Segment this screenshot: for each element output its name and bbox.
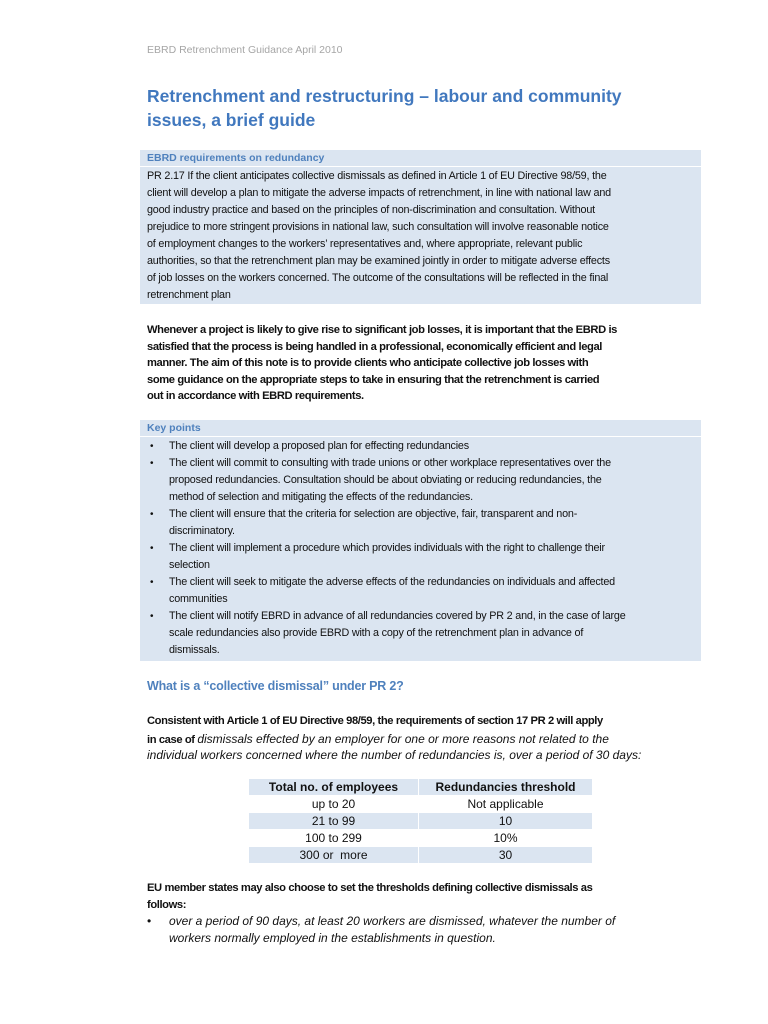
list-item-line: workers normally employed in the establishments in question. (169, 931, 496, 945)
key-point-line: method of selection and mitigating the effects of the redundancies. (169, 491, 473, 503)
eu-thresholds-paragraph (147, 880, 592, 914)
key-point-line: The client will develop a proposed plan for effecting redundancies (169, 440, 469, 452)
table-cell: 100 to 299 (249, 830, 419, 847)
key-point-line: discriminatory. (169, 525, 235, 537)
key-point-line: communities (169, 593, 228, 605)
requirements-box-body (140, 167, 701, 304)
table-cell: 300 or more (249, 847, 419, 864)
table-row (249, 847, 593, 864)
key-point-item (147, 455, 701, 506)
table-header-cell: Total no. of employees (249, 779, 419, 796)
key-point-item (147, 540, 701, 574)
eu-bullet-list (147, 913, 707, 947)
thresholds-table (248, 778, 593, 864)
table-cell: up to 20 (249, 796, 419, 813)
title-line: issues, a brief guide (147, 110, 316, 130)
key-point-line: The client will seek to mitigate the adverse effects of the redundancies on individuals and affected (169, 576, 615, 588)
title-line: Retrenchment and restructuring – labour and community (147, 86, 622, 106)
paragraph-line (147, 730, 641, 747)
key-points-list (140, 437, 701, 659)
running-header: EBRD Retrenchment Guidance April 2010 (147, 44, 343, 56)
list-item (147, 913, 707, 947)
paragraph-italic-line: individual workers concerned where the number of redundancies is, over a period of 30 days: (147, 748, 642, 762)
section-heading: What is a “collective dismissal” under PR 2? (147, 679, 404, 693)
key-point-line: The client will ensure that the criteria for selection are objective, fair, transparent and non- (169, 508, 578, 520)
key-point-line: The client will notify EBRD in advance of all redundancies covered by PR 2 and, in the case of large (169, 610, 626, 622)
bullet-icon: • (150, 611, 154, 622)
list-item-line: over a period of 90 days, at least 20 workers are dismissed, whatever the number of (169, 914, 616, 928)
requirements-box (140, 150, 701, 304)
table-cell: 21 to 99 (249, 813, 419, 830)
requirements-text-line: of job losses on the workers concerned. The outcome of the consultations will be reflected in the final (147, 272, 609, 284)
requirements-text-line: client will develop a plan to mitigate the adverse impacts of retrenchment, in line with national law and (147, 187, 611, 199)
key-point-line: proposed redundancies. Consultation should be about obviating or reducing redundancies, the (169, 474, 602, 486)
requirements-box-heading: EBRD requirements on redundancy (140, 150, 701, 167)
key-point-line: The client will implement a procedure which provides individuals with the right to challenge their (169, 542, 605, 554)
intro-line: out in accordance with EBRD requirements. (147, 390, 364, 402)
key-point-item (147, 438, 701, 455)
key-points-heading: Key points (140, 420, 701, 437)
bullet-icon: • (150, 543, 154, 554)
bullet-icon: • (150, 577, 154, 588)
requirements-text-line: retrenchment plan (147, 289, 231, 301)
collective-dismissal-paragraph (147, 713, 641, 764)
table-header-cell: Redundancies threshold (419, 779, 593, 796)
requirements-text-line: of employment changes to the workers’ representatives and, where appropriate, relevant public (147, 238, 583, 250)
table-cell: Not applicable (419, 796, 593, 813)
intro-line: Whenever a project is likely to give rise to significant job losses, it is important that the EBRD is (147, 324, 617, 336)
key-point-line: dismissals. (169, 644, 220, 656)
table-row (249, 796, 593, 813)
table-row (249, 813, 593, 830)
key-point-item (147, 574, 701, 608)
table-cell: 10 (419, 813, 593, 830)
key-point-item (147, 608, 701, 659)
table-cell: 30 (419, 847, 593, 864)
paragraph-line: follows: (147, 899, 187, 911)
table-cell: 10% (419, 830, 593, 847)
paragraph-plain-text: in case of (147, 734, 198, 746)
requirements-text-line: prejudice to more stringent provisions in national law, such consultation will involve reasonable notice (147, 221, 609, 233)
requirements-text-line: authorities, so that the retrenchment plan may be examined jointly in order to mitigate adverse effects (147, 255, 610, 267)
bullet-icon: • (147, 914, 152, 928)
table-row (249, 830, 593, 847)
bullet-icon: • (150, 441, 154, 452)
table-header-row (249, 779, 593, 796)
key-point-item (147, 506, 701, 540)
paragraph-italic-text: dismissals effected by an employer for one or more reasons not related to the (197, 732, 609, 746)
paragraph-line: EU member states may also choose to set the thresholds defining collective dismissals as (147, 882, 593, 894)
document-title (147, 84, 622, 132)
key-points-box (140, 420, 701, 661)
key-point-line: scale redundancies also provide EBRD with a copy of the retrenchment plan in advance of (169, 627, 584, 639)
intro-paragraph (147, 322, 617, 405)
intro-line: manner. The aim of this note is to provide clients who anticipate collective job losses with (147, 357, 589, 369)
intro-line: satisfied that the process is being handled in a professional, economically efficient and legal (147, 340, 602, 353)
bullet-icon: • (150, 458, 154, 469)
intro-line: some guidance on the appropriate steps to take in ensuring that the retrenchment is carried (147, 373, 600, 386)
paragraph-line: Consistent with Article 1 of EU Directive 98/59, the requirements of section 17 PR 2 will apply (147, 715, 603, 727)
key-point-line: The client will commit to consulting with trade unions or other workplace representatives over the (169, 457, 611, 469)
requirements-text-line: good industry practice and based on the principles of non-discrimination and consultation. Without (147, 204, 595, 216)
requirements-text-line: PR 2.17 If the client anticipates collective dismissals as defined in Article 1 of EU Directive 98/59, the (147, 170, 607, 182)
key-point-line: selection (169, 559, 210, 571)
bullet-icon: • (150, 509, 154, 520)
